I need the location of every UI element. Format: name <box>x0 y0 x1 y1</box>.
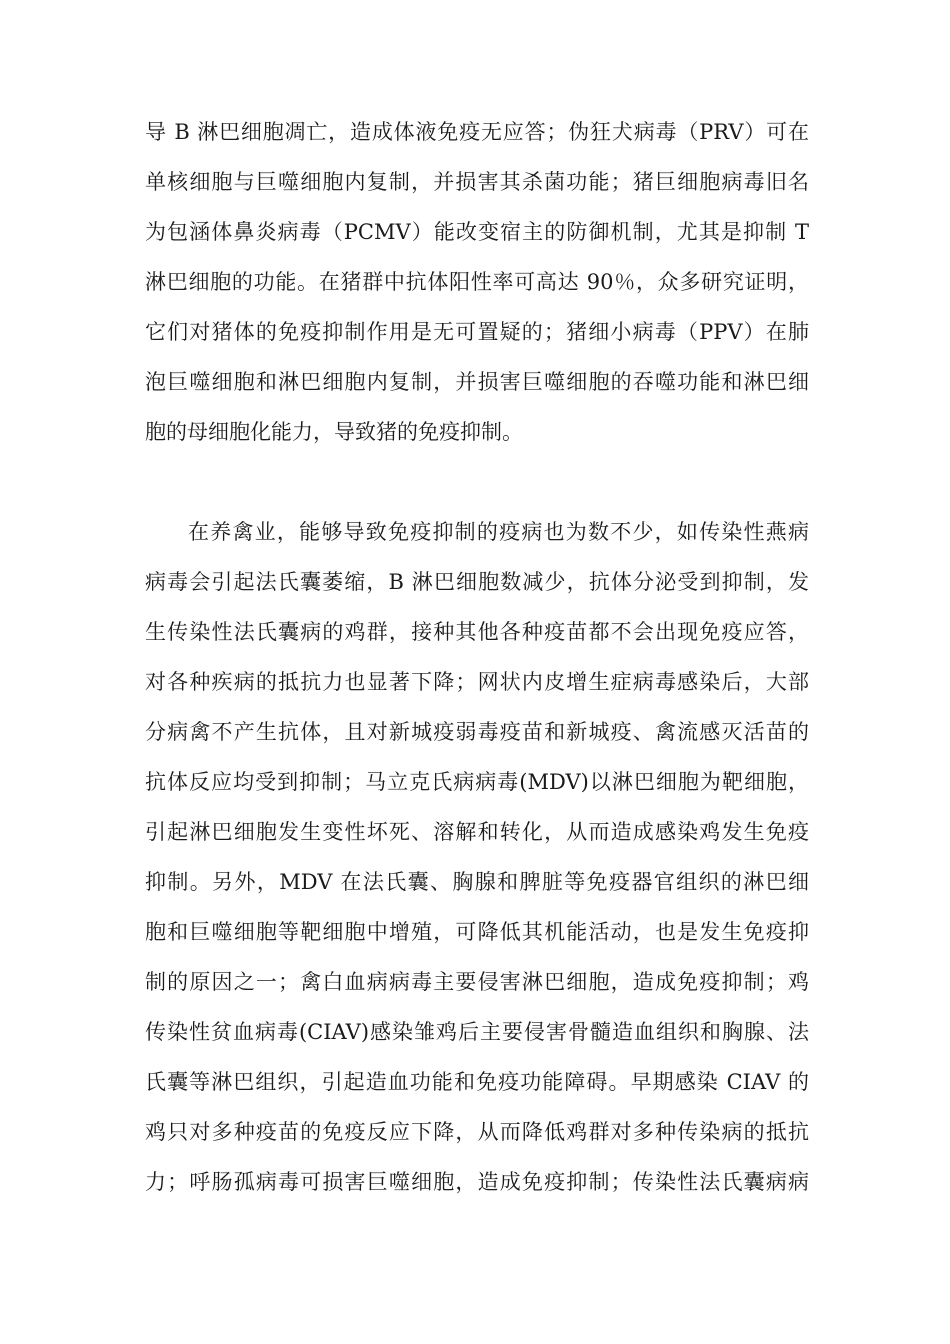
text-line: 引起淋巴细胞发生变性坏死、溶解和转化，从而造成感染鸡发生免疫 <box>145 820 809 844</box>
text-line: 传染性贫血病毒(CIAV)感染雏鸡后主要侵害骨髓造血组织和胸腺、法 <box>145 1020 809 1044</box>
text-line: 导 B 淋巴细胞凋亡，造成体液免疫无应答；伪狂犬病毒（PRV）可在 <box>145 120 809 144</box>
text-line: 氏囊等淋巴组织，引起造血功能和免疫功能障碍。早期感染 CIAV 的 <box>145 1070 809 1094</box>
text-line: 制的原因之一；禽白血病病毒主要侵害淋巴细胞，造成免疫抑制；鸡 <box>145 970 809 994</box>
text-line: 抗体反应均受到抑制；马立克氏病病毒(MDV)以淋巴细胞为靶细胞， <box>145 770 809 794</box>
text-line: 力；呼肠孤病毒可损害巨噬细胞，造成免疫抑制；传染性法氏囊病病 <box>145 1170 809 1194</box>
text-line: 胞和巨噬细胞等靶细胞中增殖，可降低其机能活动，也是发生免疫抑 <box>145 920 809 944</box>
text-line: 为包涵体鼻炎病毒（PCMV）能改变宿主的防御机制，尤其是抑制 T <box>145 220 809 244</box>
text-line: 淋巴细胞的功能。在猪群中抗体阳性率可高达 90％，众多研究证明， <box>145 270 809 294</box>
text-line: 分病禽不产生抗体，且对新城疫弱毒疫苗和新城疫、禽流感灭活苗的 <box>145 720 809 744</box>
text-line: 鸡只对多种疫苗的免疫反应下降，从而降低鸡群对多种传染病的抵抗 <box>145 1120 809 1144</box>
text-line: 胞的母细胞化能力，导致猪的免疫抑制。 <box>145 420 523 444</box>
text-line: 单核细胞与巨噬细胞内复制，并损害其杀菌功能；猪巨细胞病毒旧名 <box>145 170 809 194</box>
text-line: 生传染性法氏囊病的鸡群，接种其他各种疫苗都不会出现免疫应答， <box>145 620 809 644</box>
text-line: 对各种疾病的抵抗力也显著下降；网状内皮增生症病毒感染后，大部 <box>145 670 809 694</box>
text-line: 泡巨噬细胞和淋巴细胞内复制，并损害巨噬细胞的吞噬功能和淋巴细 <box>145 370 809 394</box>
text-line: 抑制。另外，MDV 在法氏囊、胸腺和脾脏等免疫器官组织的淋巴细 <box>145 870 809 894</box>
text-line: 在养禽业，能够导致免疫抑制的疫病也为数不少，如传染性燕病 <box>188 520 809 544</box>
text-line: 病毒会引起法氏囊萎缩，B 淋巴细胞数减少，抗体分泌受到抑制，发 <box>145 570 809 594</box>
text-line: 它们对猪体的免疫抑制作用是无可置疑的；猪细小病毒（PPV）在肺 <box>145 320 809 344</box>
